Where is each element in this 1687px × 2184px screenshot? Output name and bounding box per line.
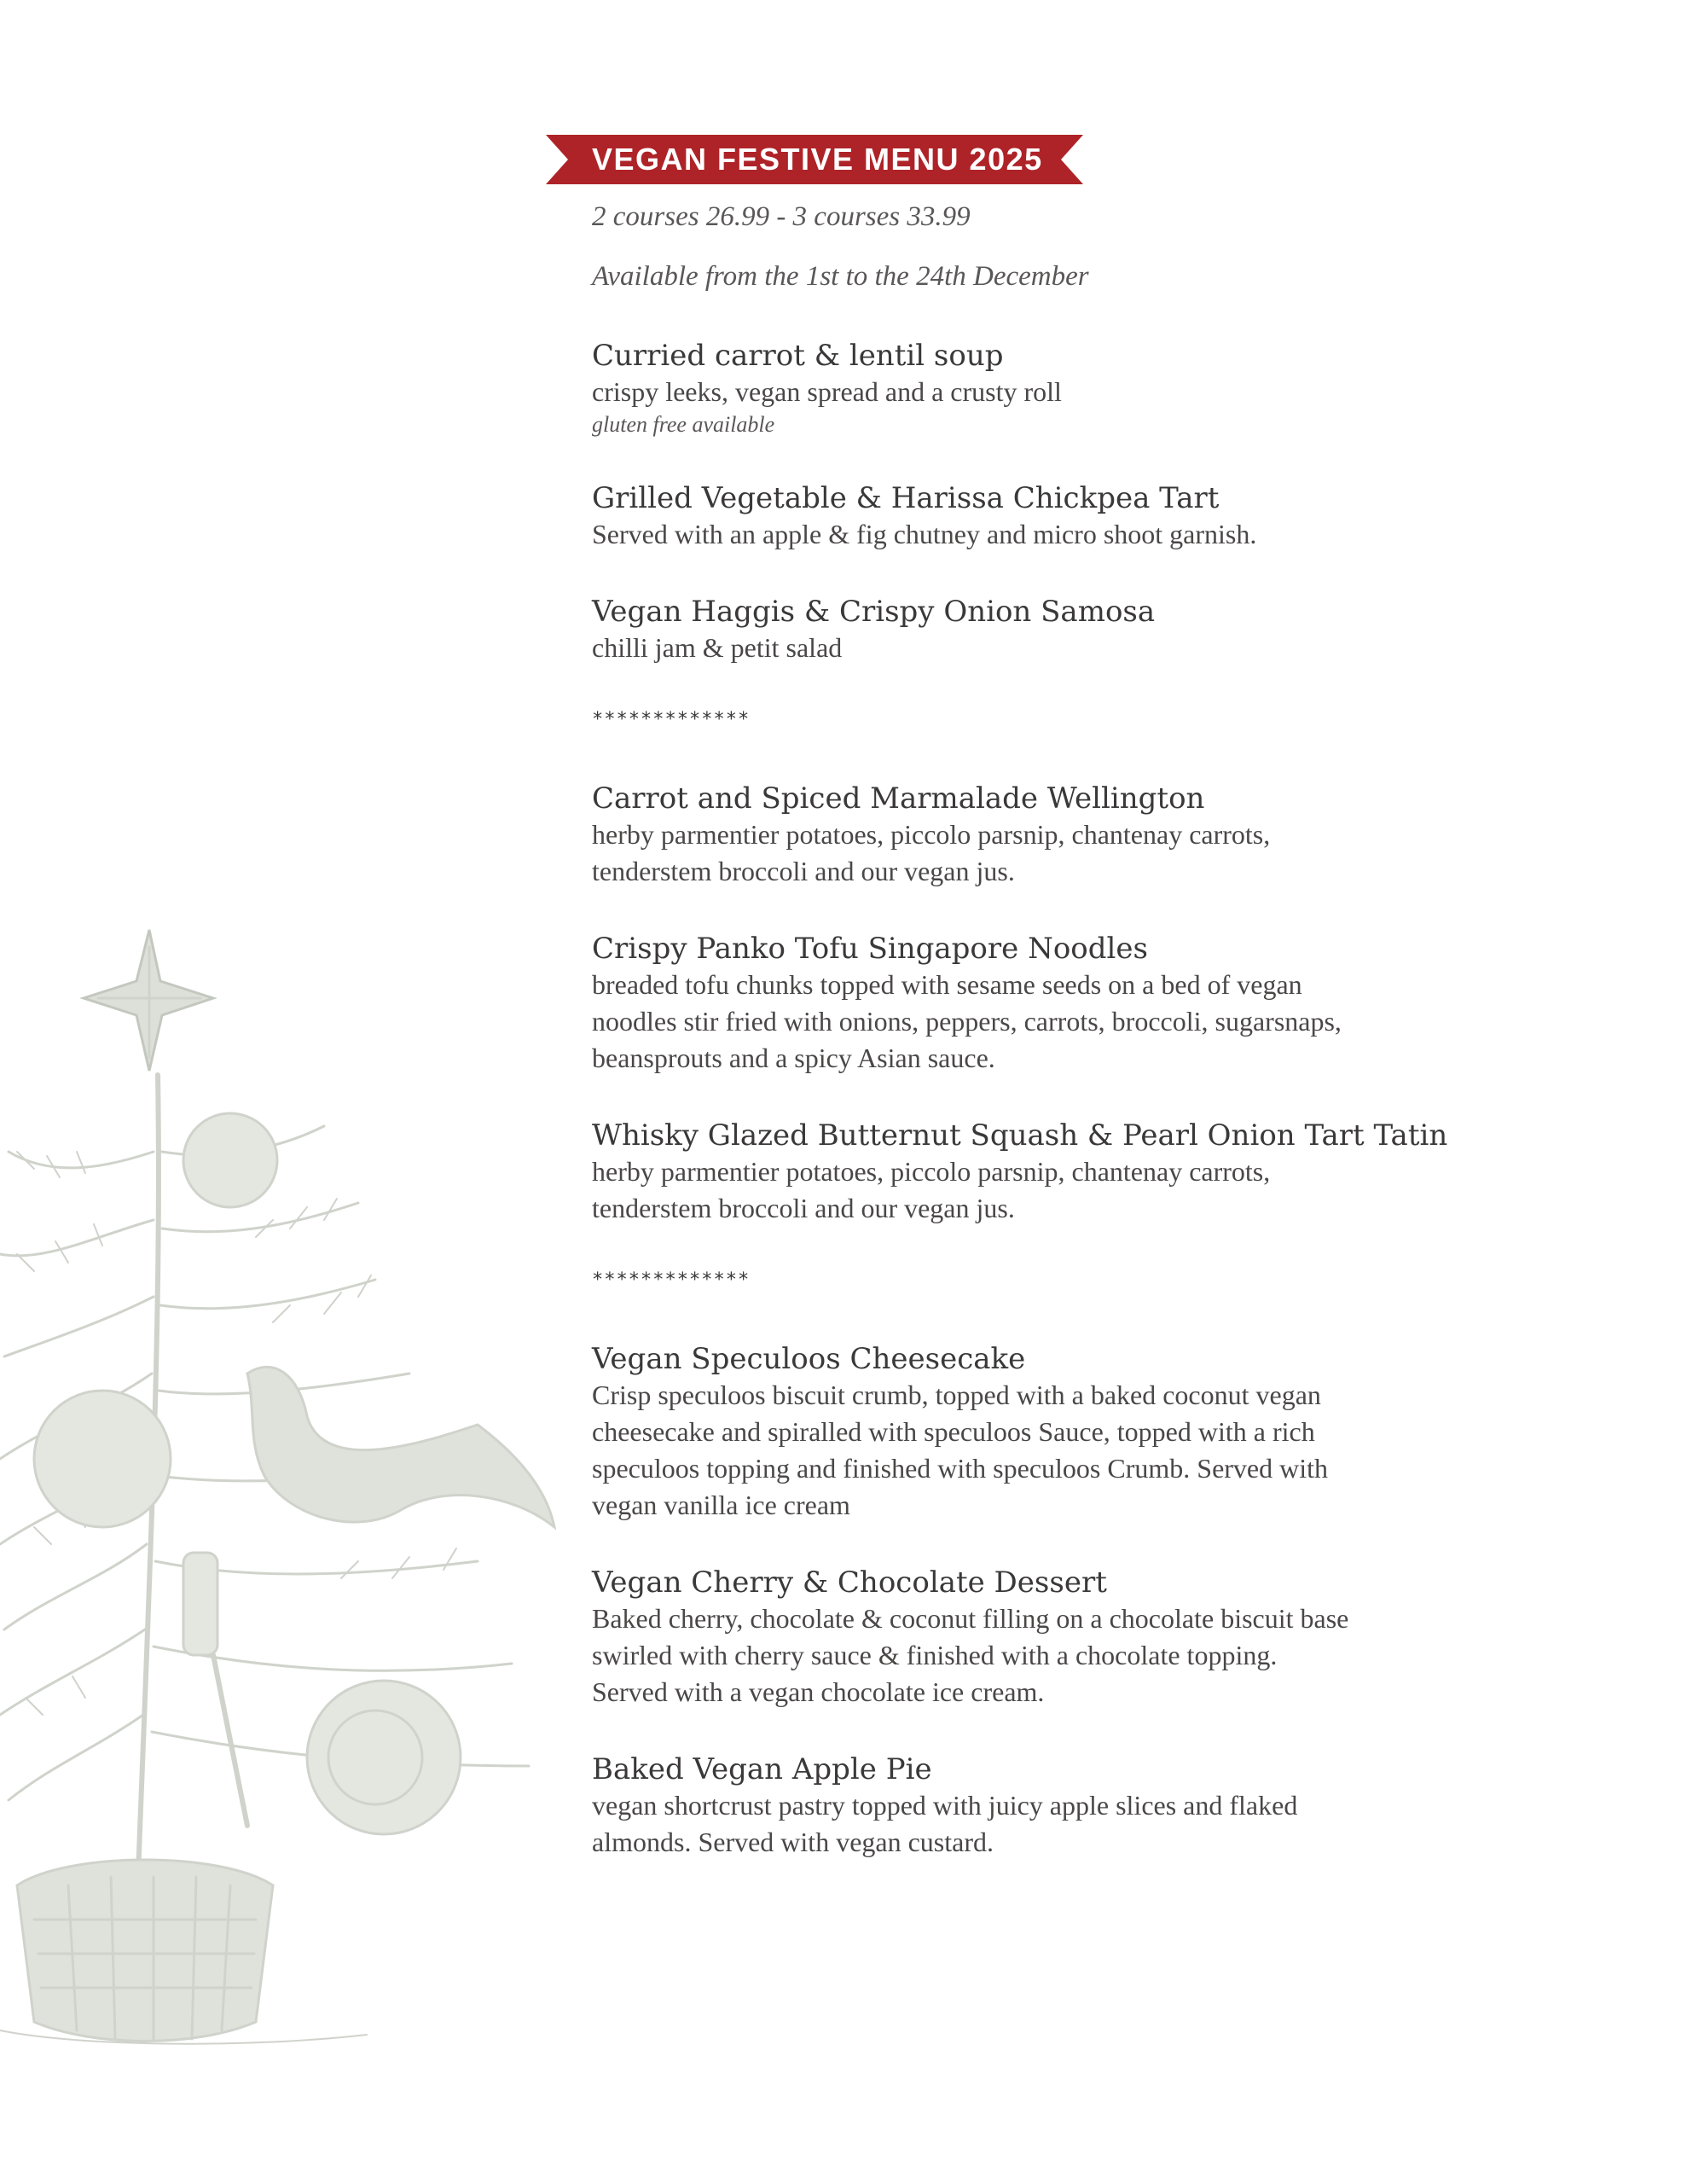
dish-description: herby parmentier potatoes, piccolo parsnip, chantenay carrots, tenderstem broccoli and our vegan jus. <box>592 819 1271 886</box>
menu-item <box>592 594 1655 666</box>
menu-item <box>592 338 1655 439</box>
dish-description: breaded tofu chunks topped with sesame seeds on a bed of vegan noodles stir fried with onions, peppers, carrots, broccoli, sugarsnaps, beansprouts and a spicy Asian sauce. <box>592 969 1342 1073</box>
menu-pricing: 2 courses 26.99 - 3 courses 33.99 <box>592 201 971 232</box>
menu-item <box>592 480 1655 553</box>
dish-name: Baked Vegan Apple Pie <box>592 1752 932 1786</box>
menu-title: VEGAN FESTIVE MENU 2025 <box>592 142 1043 177</box>
menu-item <box>592 781 1655 890</box>
dish-description: Served with an apple & fig chutney and micro shoot garnish. <box>592 519 1257 549</box>
dish-description: vegan shortcrust pastry topped with juicy apple slices and flaked almonds. Served with vegan custard. <box>592 1790 1298 1857</box>
menu-item <box>592 1341 1655 1524</box>
menu-item <box>592 1118 1655 1227</box>
course-separator: ************* <box>592 1269 751 1291</box>
dish-name: Curried carrot & lentil soup <box>592 339 1004 373</box>
desserts-section <box>592 1341 1655 1861</box>
dish-description: crispy leeks, vegan spread and a crusty roll <box>592 376 1062 407</box>
menu-availability: Available from the 1st to the 24th December <box>592 261 1089 292</box>
menu-item <box>592 1751 1655 1861</box>
dish-name: Vegan Haggis & Crispy Onion Samosa <box>592 595 1156 629</box>
dish-name: Vegan Cherry & Chocolate Dessert <box>592 1565 1107 1600</box>
dish-name: Carrot and Spiced Marmalade Wellington <box>592 781 1205 816</box>
star-icon <box>84 930 213 1071</box>
dish-name: Whisky Glazed Butternut Squash & Pearl Onion Tart Tatin <box>592 1118 1448 1153</box>
dish-description: Crisp speculoos biscuit crumb, topped with a baked coconut vegan cheesecake and spiralled with speculoos Sauce, topped with a rich speculoos topping and finished with speculoos Crumb. Served with vegan vanilla ice cream <box>592 1380 1329 1520</box>
menu-content <box>546 135 1655 1902</box>
christmas-tree-illustration <box>0 896 580 2073</box>
dish-note: gluten free available <box>592 412 775 437</box>
dish-description: chilli jam & petit salad <box>592 632 843 663</box>
title-banner <box>546 135 1083 184</box>
dish-name: Grilled Vegetable & Harissa Chickpea Tart <box>592 481 1220 515</box>
mains-section <box>592 781 1655 1227</box>
course-separator: ************* <box>592 709 751 730</box>
dish-description: herby parmentier potatoes, piccolo parsnip, chantenay carrots, tenderstem broccoli and our vegan jus. <box>592 1156 1271 1223</box>
dish-name: Crispy Panko Tofu Singapore Noodles <box>592 932 1148 966</box>
menu-item <box>592 931 1655 1077</box>
dish-description: Baked cherry, chocolate & coconut filling on a chocolate biscuit base swirled with cherry sauce & finished with a chocolate topping. Served with a vegan chocolate ice cream. <box>592 1603 1349 1707</box>
menu-item <box>592 1565 1655 1711</box>
starters-section <box>592 338 1655 666</box>
dish-name: Vegan Speculoos Cheesecake <box>592 1342 1026 1376</box>
